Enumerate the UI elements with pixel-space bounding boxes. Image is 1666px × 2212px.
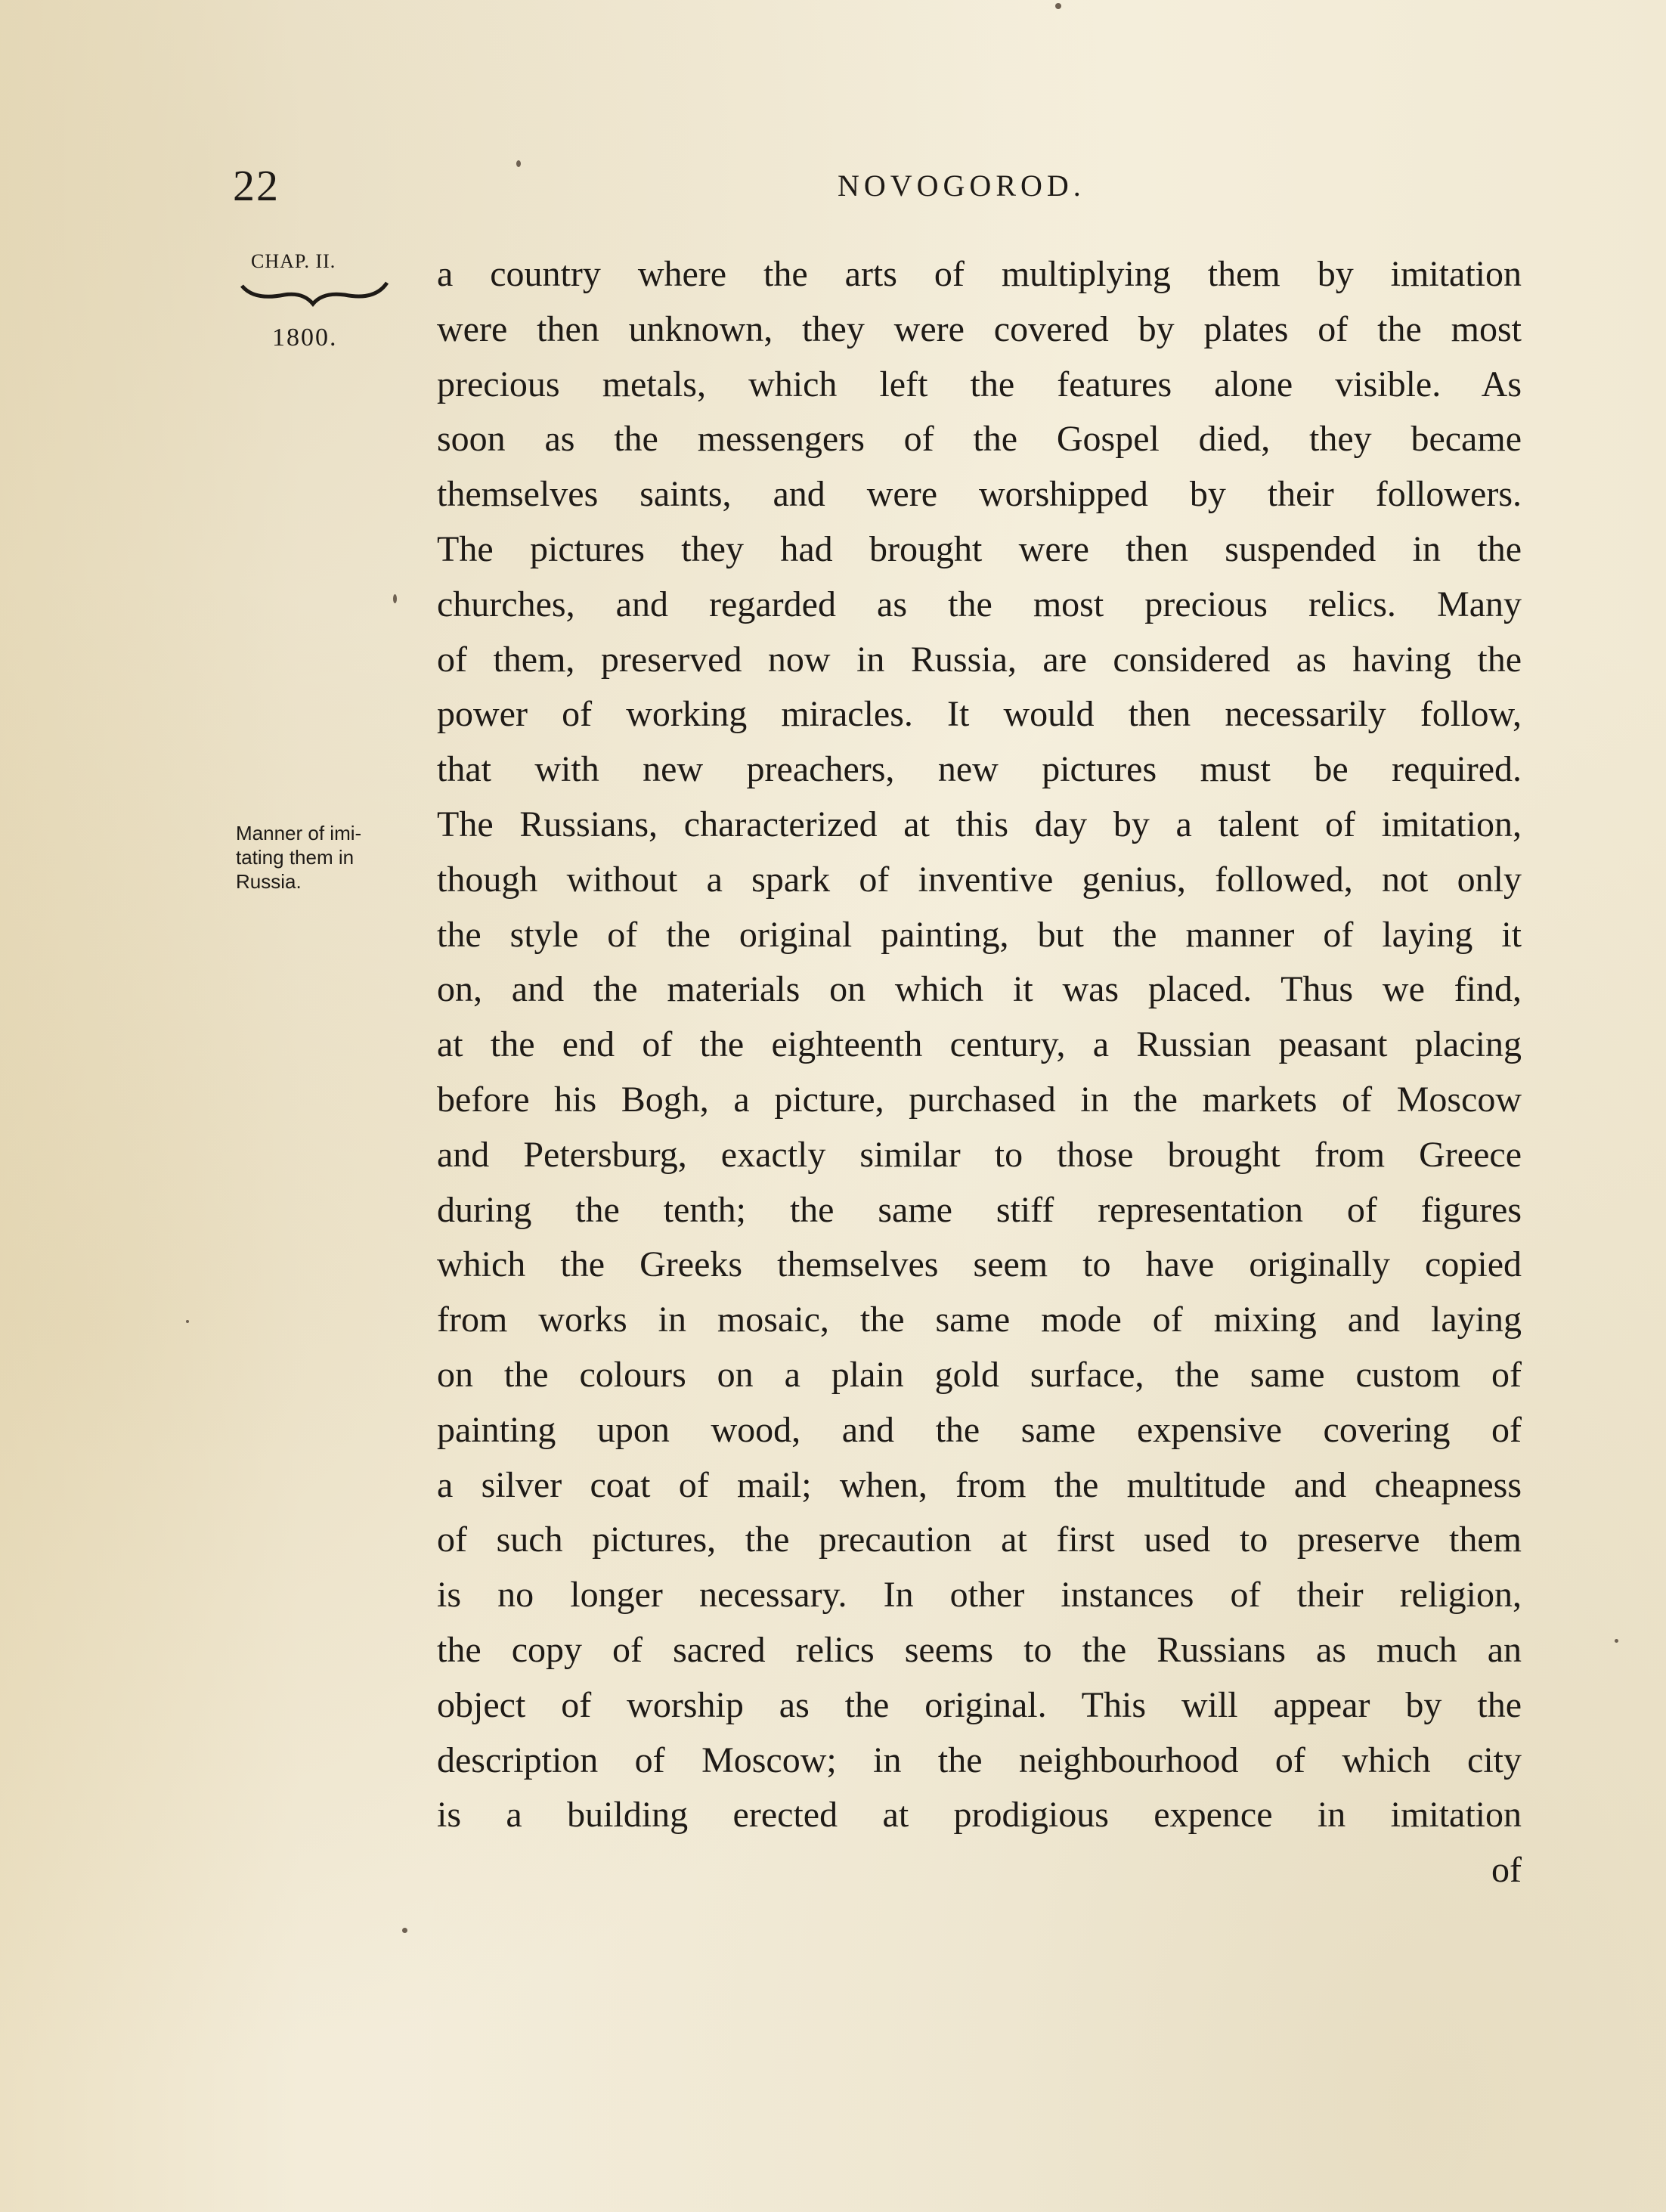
catchword: of xyxy=(1491,1850,1522,1891)
text-line: on the colours on a plain gold surface, the same custom of xyxy=(437,1354,1522,1395)
print-speck xyxy=(516,160,521,167)
body-text xyxy=(437,247,1522,1898)
text-line: of them, preserved now in Russia, are considered as having the xyxy=(437,639,1522,680)
text-line: though without a spark of inventive genius, followed, not only xyxy=(437,859,1522,900)
text-line: painting upon wood, and the same expensive covering of xyxy=(437,1409,1522,1450)
print-speck xyxy=(1055,3,1061,9)
text-line: object of worship as the original. This will appear by the xyxy=(437,1684,1522,1725)
marginal-note-line: Russia. xyxy=(236,870,302,893)
text-line: churches, and regarded as the most precious relics. Many xyxy=(437,584,1522,624)
text-line: at the end of the eighteenth century, a Russian peasant placing xyxy=(437,1024,1522,1065)
text-line: description of Moscow; in the neighbourhood of which city xyxy=(437,1740,1522,1780)
text-line: The Russians, characterized at this day by a talent of imitation, xyxy=(437,804,1522,844)
text-line: power of working miracles. It would then necessarily follow, xyxy=(437,694,1522,735)
marginal-note-line: Manner of imi- xyxy=(236,822,362,844)
brace-ornament-icon xyxy=(239,278,390,308)
print-speck xyxy=(186,1320,189,1323)
text-line: a country where the arts of multiplying them by imitation xyxy=(437,254,1522,294)
text-line: a silver coat of mail; when, from the multitude and cheapness xyxy=(437,1464,1522,1505)
text-line: from works in mosaic, the same mode of mixing and laying xyxy=(437,1300,1522,1340)
running-title: NOVOGOROD. xyxy=(838,169,1085,203)
print-speck xyxy=(393,594,397,603)
year-label: 1800. xyxy=(272,324,338,352)
text-line: of such pictures, the precaution at first used to preserve them xyxy=(437,1520,1522,1560)
text-line: the copy of sacred relics seems to the Russians as much an xyxy=(437,1629,1522,1670)
text-line: soon as the messengers of the Gospel died, they became xyxy=(437,419,1522,460)
text-line: on, and the materials on which it was placed. Thus we find, xyxy=(437,969,1522,1010)
text-line: during the tenth; the same stiff representation of figures xyxy=(437,1189,1522,1230)
text-line: themselves saints, and were worshipped by their followers. xyxy=(437,474,1522,515)
text-line: the style of the original painting, but the manner of laying it xyxy=(437,914,1522,955)
page-number: 22 xyxy=(233,161,280,210)
text-line: that with new preachers, new pictures must be required. xyxy=(437,749,1522,790)
chapter-label: CHAP. II. xyxy=(251,250,336,272)
text-line: is a building erected at prodigious expence in imitation xyxy=(437,1795,1522,1836)
print-speck xyxy=(1615,1639,1618,1643)
text-line: before his Bogh, a picture, purchased in the markets of Moscow xyxy=(437,1079,1522,1120)
text-line: The pictures they had brought were then suspended in the xyxy=(437,528,1522,569)
text-line: is no longer necessary. In other instances of their religion, xyxy=(437,1575,1522,1616)
print-speck xyxy=(402,1928,407,1933)
text-line: which the Greeks themselves seem to have originally copied xyxy=(437,1244,1522,1285)
text-line: and Petersburg, exactly similar to those brought from Greece xyxy=(437,1134,1522,1175)
text-line: precious metals, which left the features alone visible. As xyxy=(437,364,1522,404)
text-line: were then unknown, they were covered by plates of the most xyxy=(437,308,1522,349)
marginal-note xyxy=(236,821,410,894)
marginal-note-line: tating them in xyxy=(236,846,355,869)
